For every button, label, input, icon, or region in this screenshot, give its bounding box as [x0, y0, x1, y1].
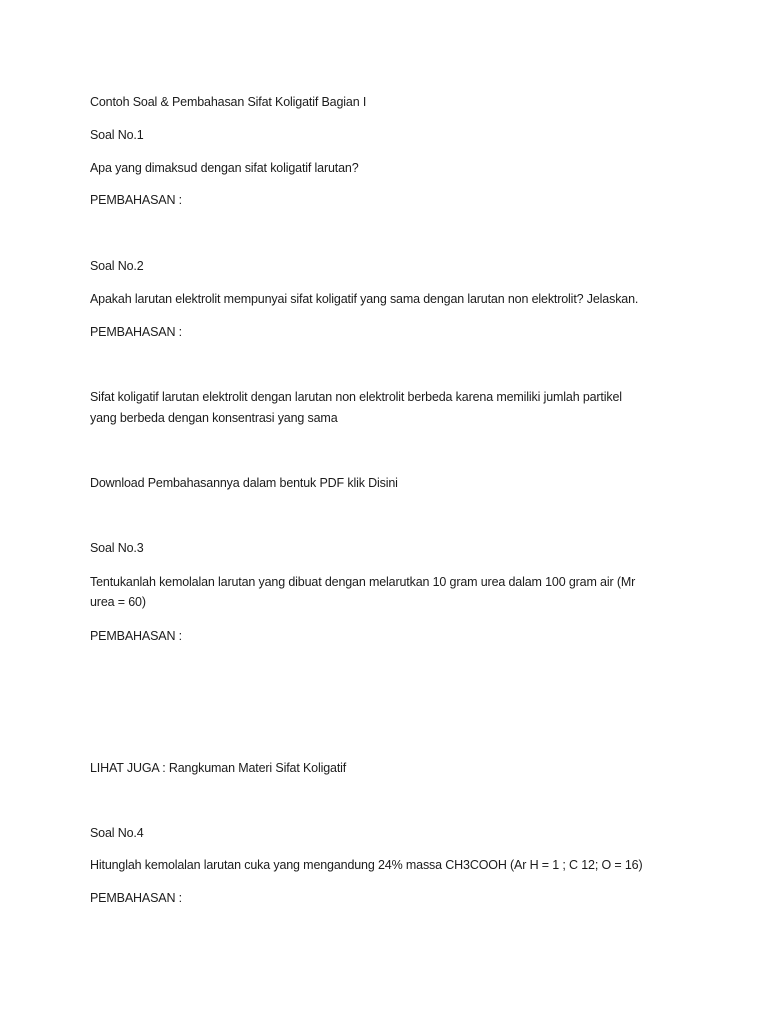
question-2-text: Apakah larutan elektrolit mempunyai sifat koligatif yang sama dengan larutan non elektrolit? Jelaskan. — [90, 292, 639, 306]
question-4-text: Hitunglah kemolalan larutan cuka yang mengandung 24% massa CH3COOH (Ar H = 1 ; C 12; O = 16) — [90, 858, 643, 872]
question-3-heading: Soal No.3 — [90, 541, 144, 555]
question-4-heading: Soal No.4 — [90, 826, 144, 840]
question-1-discussion-label: PEMBAHASAN : — [90, 193, 182, 207]
question-3-discussion-label: PEMBAHASAN : — [90, 629, 182, 643]
document-title: Contoh Soal & Pembahasan Sifat Koligatif Bagian I — [90, 95, 367, 109]
question-2-heading: Soal No.2 — [90, 259, 144, 273]
question-2-answer-line-2: yang berbeda dengan konsentrasi yang sama — [90, 411, 338, 425]
question-2-answer-line-1: Sifat koligatif larutan elektrolit dengan larutan non elektrolit berbeda karena memiliki jumlah partikel — [90, 390, 622, 404]
question-1-heading: Soal No.1 — [90, 128, 144, 142]
question-2-discussion-label: PEMBAHASAN : — [90, 325, 182, 339]
question-3-text-line-2: urea = 60) — [90, 595, 146, 609]
download-link[interactable]: Download Pembahasannya dalam bentuk PDF klik Disini — [90, 476, 398, 490]
see-also-link[interactable]: LIHAT JUGA : Rangkuman Materi Sifat Koligatif — [90, 761, 347, 775]
question-4-discussion-label: PEMBAHASAN : — [90, 891, 182, 905]
question-1-text: Apa yang dimaksud dengan sifat koligatif larutan? — [90, 161, 359, 175]
question-3-text-line-1: Tentukanlah kemolalan larutan yang dibuat dengan melarutkan 10 gram urea dalam 100 gram air (Mr — [90, 575, 636, 589]
